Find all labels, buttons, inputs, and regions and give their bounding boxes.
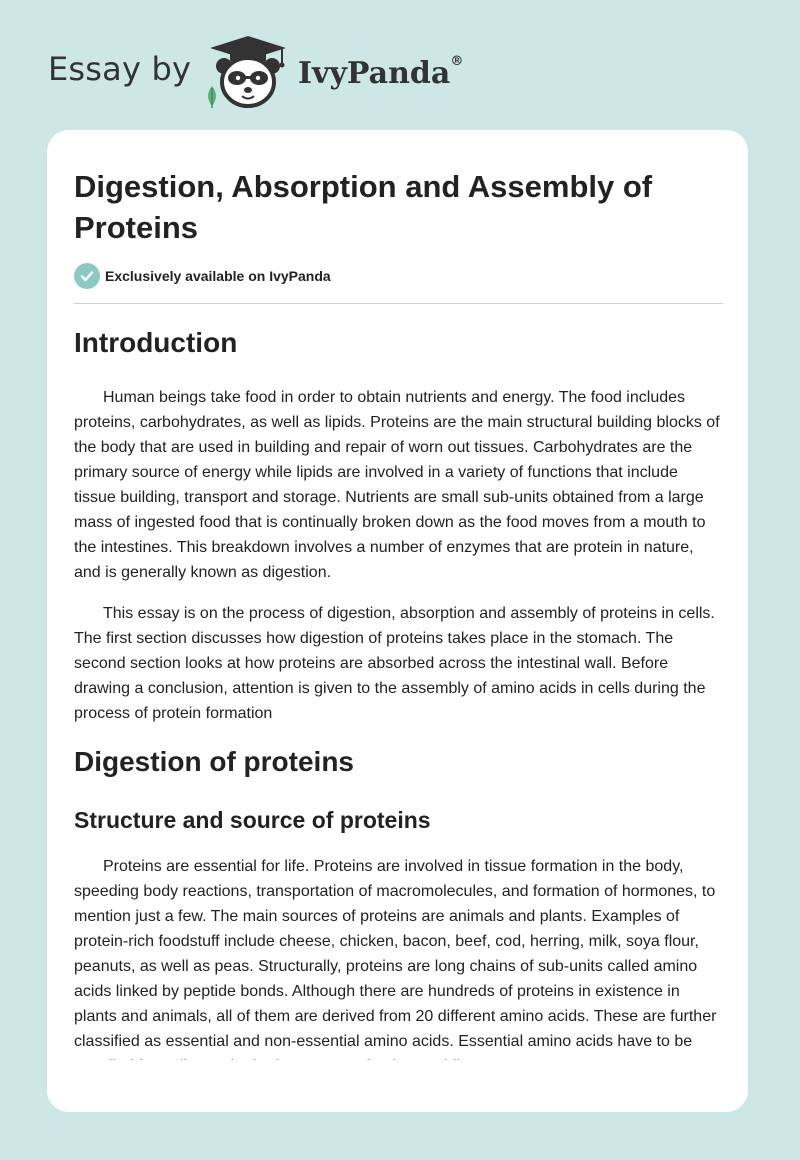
page-title: Digestion, Absorption and Assembly of Proteins bbox=[74, 169, 653, 245]
essay-card bbox=[47, 130, 748, 1112]
paragraph-intro-2: This essay is on the process of digestion, absorption and assembly of proteins in cells. The first section discusses how digestion of proteins takes place in the stomach. The second section looks at how proteins are absorbed across the intestinal wall. Before drawing a conclusion, attention is given to the assembly of amino acids in cells during the process of protein formation bbox=[74, 605, 715, 722]
brand-name[interactable]: IvyPanda® bbox=[298, 54, 464, 91]
card-bottom-mask bbox=[47, 1060, 748, 1112]
exclusive-label: Exclusively available on IvyPanda bbox=[105, 268, 331, 284]
divider bbox=[74, 303, 723, 304]
exclusive-badge bbox=[74, 262, 331, 290]
paragraph-intro-1: Human beings take food in order to obtain nutrients and energy. The food includes proteins, carbohydrates, as well as lipids. Proteins are the main structural building blocks of the body that are used in building and repair of worn out tissues. Carbohydrates are the primary source of energy while lipids are involved in a variety of functions that include tissue building, transport and storage. Nutrients are small sub-units obtained from a large mass of ingested food that is continually broken down as the food moves from a mouth to the intestines. This breakdown involves a number of enzymes that are protein in nature, and is generally known as digestion. bbox=[74, 389, 720, 581]
check-icon bbox=[74, 263, 100, 289]
panda-logo-icon[interactable] bbox=[202, 34, 294, 110]
section-heading-digestion: Digestion of proteins bbox=[74, 746, 354, 777]
site-header bbox=[48, 34, 648, 108]
section-heading-introduction: Introduction bbox=[74, 327, 238, 358]
paragraph-structure-1: Proteins are essential for life. Proteins are involved in tissue formation in the body, speeding body reactions, transportation of macromolecules, and formation of hormones, to mention just a few. The main sources of proteins are animals and plants. Examples of protein-rich foodstuff include cheese, chicken, bacon, beef, cod, herring, milk, soya flour, peanuts, as well as peas. Structurally, proteins are long chains of sub-units called amino acids linked by peptide bonds. Although there are hundreds of proteins in existence in plants and animals, all of them are derived from 20 different amino acids. These are further classified as essential and non-essential amino acids. Essential amino acids have to be bbox=[74, 858, 717, 1050]
essay-by-label: Essay by bbox=[48, 50, 192, 88]
subsection-heading-structure: Structure and source of proteins bbox=[74, 807, 431, 833]
